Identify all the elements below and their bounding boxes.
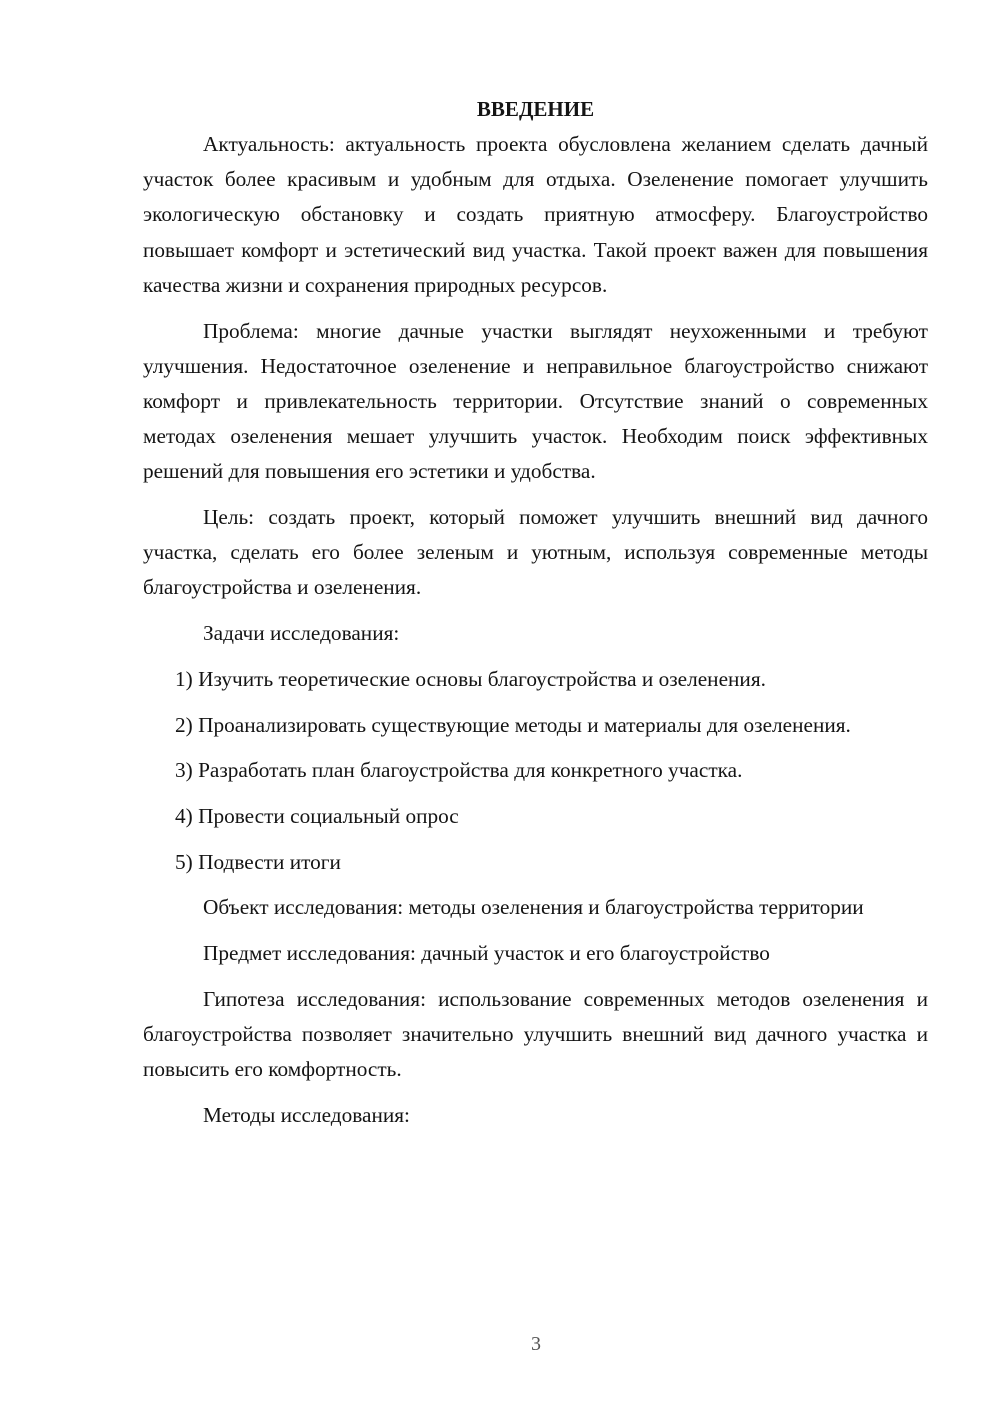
task-item-5: 5) Подвести итоги (175, 849, 341, 874)
paragraph-goal: Цель: создать проект, который поможет улучшить внешний вид дачного участка, сделать его более зеленым и уютным, используя современные методы благоустройства и озеленения. (143, 505, 928, 600)
paragraph-problem: Проблема: многие дачные участки выглядят неухоженными и требуют улучшения. Недостаточное озеленение и неправильное благоустройство снижают комфорт и привлекательность территории. Отсутствие знаний о современных методах озеленения мешает улучшить участок. Необходим поиск эффективных решений для повышения его эстетики и удобства. (143, 318, 928, 484)
page-number: 3 (531, 1333, 541, 1355)
paragraph-hypothesis: Гипотеза исследования: использование современных методов озеленения и благоустройства позволяет значительно улучшить внешний вид дачного участка и повысить его комфортность. (143, 986, 928, 1082)
paragraph-methods: Методы исследования: (203, 1102, 410, 1127)
task-item-1: 1) Изучить теоретические основы благоустройства и озеленения. (175, 666, 766, 691)
paragraph-subject: Предмет исследования: дачный участок и его благоустройство (203, 941, 770, 966)
document-page (143, 92, 928, 1133)
section-heading: ВВЕДЕНИЕ (476, 97, 595, 121)
paragraph-relevance: Актуальность: актуальность проекта обусловлена желанием сделать дачный участок более красивым и удобным для отдыха. Озеленение помогает улучшить экологическую обстановку и создать приятную атмосферу. Благоустройство повышает комфорт и эстетический вид участка. Такой проект важен для повышения качества жизни и сохранения природных ресурсов. (143, 132, 928, 297)
task-item-3: 3) Разработать план благоустройства для конкретного участка. (175, 758, 743, 783)
task-item-2: 2) Проанализировать существующие методы и материалы для озеленения. (175, 712, 851, 737)
task-item-4: 4) Провести социальный опрос (175, 803, 459, 828)
paragraph-object: Объект исследования: методы озеленения и благоустройства территории (203, 895, 864, 920)
paragraph-tasks-intro: Задачи исследования: (203, 621, 400, 646)
